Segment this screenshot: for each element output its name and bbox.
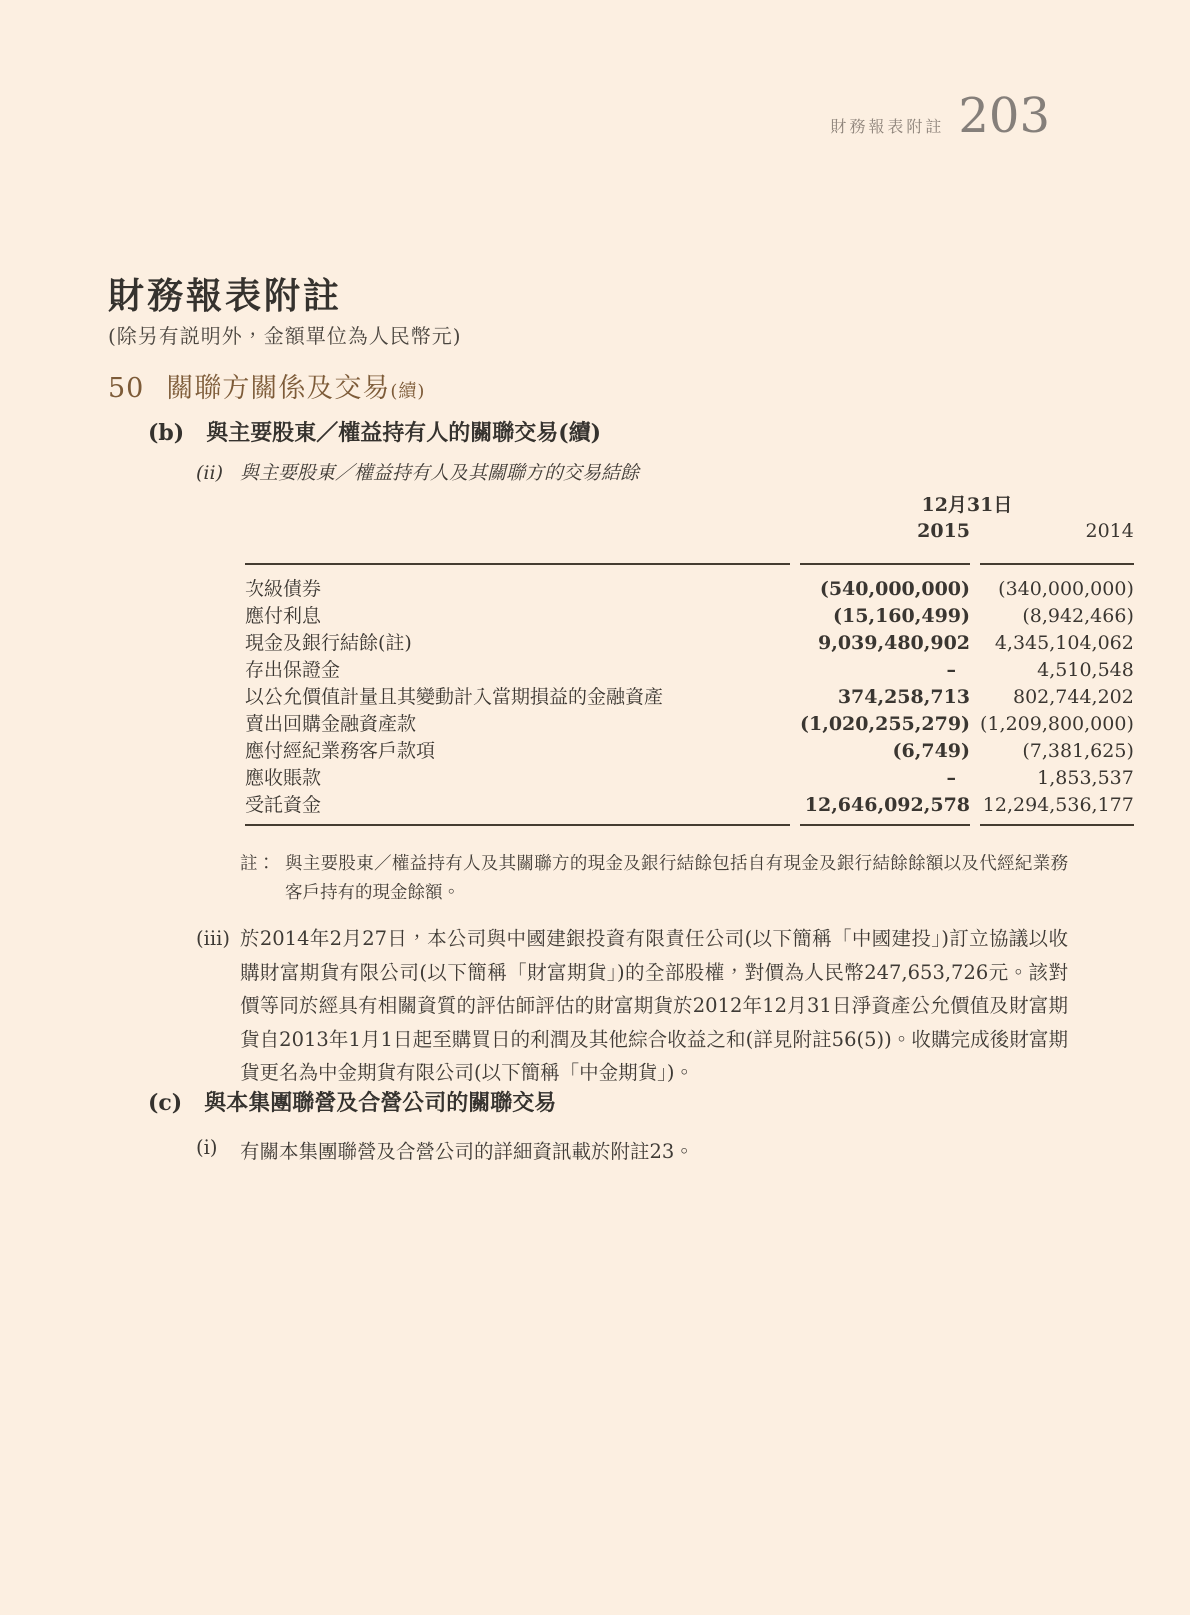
page-number: 203: [958, 88, 1050, 144]
subsection-ci-label: (i): [196, 1136, 218, 1159]
subsection-ii-label: (ii): [196, 462, 223, 484]
row-label: 應收賬款: [245, 767, 322, 789]
table-row: [245, 709, 1134, 736]
section-title: 關聯方關係及交易: [166, 373, 391, 404]
value-2014: (340,000,000): [998, 578, 1134, 600]
subsection-ii-title: 與主要股東／權益持有人及其關聯方的交易結餘: [240, 462, 640, 484]
footnote-text: 與主要股東／權益持有人及其關聯方的現金及銀行結餘包括自有現金及銀行結餘餘額以及代經紀業務客戶持有的現金餘額。: [285, 854, 1068, 903]
subsection-b-label: (b): [148, 420, 185, 446]
value-2015: (6,749): [892, 740, 971, 762]
table-footnote: [240, 850, 1068, 908]
footnote-label: 註：: [240, 854, 275, 874]
value-2015: 9,039,480,902: [817, 632, 971, 654]
subsection-ci-text: 有關本集團聯營及合營公司的詳細資訊載於附註23。: [240, 1140, 694, 1163]
subsection-iii-label: (iii): [196, 927, 230, 950]
page-title: 財務報表附註: [108, 275, 343, 317]
table-row: [245, 655, 1134, 682]
table-row: [245, 790, 1134, 826]
section-50-heading: [108, 366, 425, 405]
row-label: 現金及銀行結餘(註): [245, 632, 412, 654]
empty-cell: [245, 490, 790, 520]
table-row: [245, 601, 1134, 628]
table-row: [245, 682, 1134, 709]
table-row: [245, 628, 1134, 655]
value-2014: (7,381,625): [1022, 740, 1134, 762]
table-row: [245, 763, 1134, 790]
value-2015: (540,000,000): [819, 578, 971, 600]
subsection-c-title: 與本集團聯營及合營公司的關聯交易: [204, 1090, 557, 1116]
value-2015: 374,258,713: [837, 686, 971, 708]
value-2015: –: [946, 767, 957, 789]
value-2014: 12,294,536,177: [980, 790, 1134, 826]
value-2015: 12,646,092,578: [800, 790, 970, 826]
row-label: 應付經紀業務客戶款項: [245, 740, 436, 762]
empty-cell: [245, 520, 790, 565]
subsection-b-title: 與主要股東／權益持有人的關聯交易(續): [206, 420, 602, 446]
table-date-header-row: [245, 490, 1134, 520]
row-label: 次級債券: [245, 578, 322, 600]
row-label: 存出保證金: [245, 659, 341, 681]
value-2014: 4,345,104,062: [994, 632, 1134, 654]
column-header-2015: 2015: [800, 520, 970, 565]
row-label: 賣出回購金融資產款: [245, 713, 417, 735]
value-2014: 1,853,537: [1037, 767, 1134, 789]
section-number: 50: [108, 373, 145, 404]
running-header: [830, 88, 1050, 144]
value-2015: (15,160,499): [833, 605, 971, 627]
table-row: [245, 565, 1134, 601]
page-subtitle: (除另有説明外，金額單位為人民幣元): [108, 324, 462, 348]
date-header: 12月31日: [921, 494, 1013, 516]
subsection-b-heading: [148, 416, 601, 447]
value-2014: 802,744,202: [1012, 686, 1134, 708]
table-row: [245, 736, 1134, 763]
value-2014: (8,942,466): [1022, 605, 1134, 627]
value-2014: (1,209,800,000): [980, 713, 1134, 735]
running-header-label: 財務報表附註: [830, 117, 945, 136]
value-2015: (1,020,255,279): [800, 713, 971, 735]
value-2014: 4,510,548: [1037, 659, 1134, 681]
subsection-iii-text: 於2014年2月27日，本公司與中國建銀投資有限責任公司(以下簡稱「中國建投」)訂立協議以收購財富期貨有限公司(以下簡稱「財富期貨」)的全部股權，對價為人民幣247,653,726元。該對價等同於經具有相關資質的評估師評估的財富期貨於2012年12月31日淨資產公允價值及財富期貨自2013年1月1日起至購買日的利潤及其他綜合收益之和(詳見附註56(5))。收購完成後財富期貨更名為中金期貨有限公司(以下簡稱「中金期貨」)。: [240, 927, 1068, 1084]
subsection-c-heading: [148, 1086, 556, 1117]
subsection-ii-heading: [196, 458, 639, 485]
column-header-2014: 2014: [980, 520, 1134, 565]
row-label: 應付利息: [245, 605, 322, 627]
row-label: 受託資金: [245, 790, 790, 826]
subsection-iii-paragraph: [196, 922, 1068, 1090]
section-continued-tag: (續): [390, 381, 426, 402]
balances-table: [235, 490, 1144, 826]
subsection-c-label: (c): [148, 1090, 183, 1116]
value-2015: –: [946, 659, 957, 681]
table-year-header-row: [245, 520, 1134, 565]
subsection-ci-paragraph: [196, 1136, 694, 1164]
row-label: 以公允價值計量且其變動計入當期損益的金融資產: [245, 686, 664, 708]
